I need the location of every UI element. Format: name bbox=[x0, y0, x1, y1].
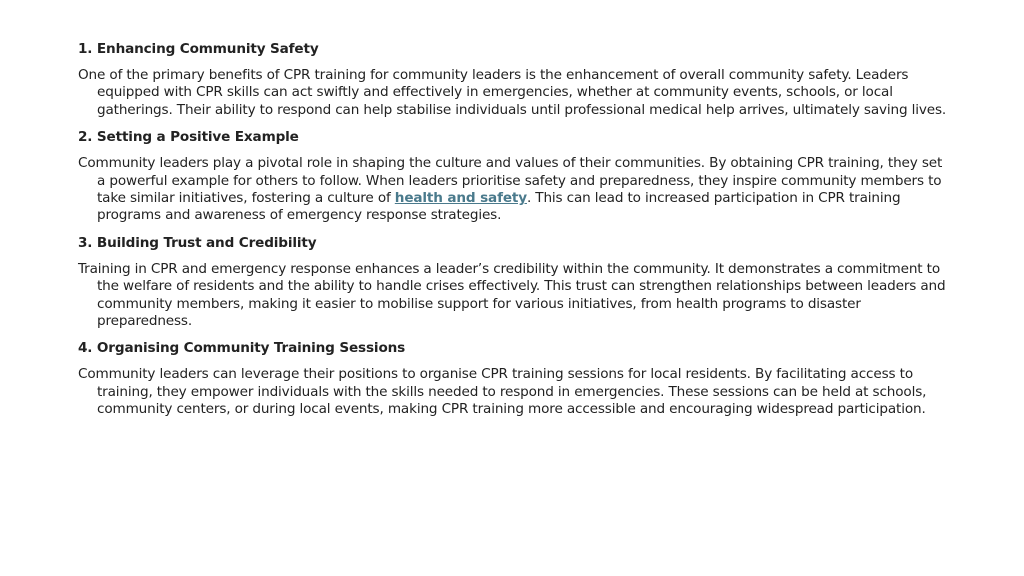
section-heading-community-safety: 1. Enhancing Community Safety bbox=[78, 41, 319, 57]
section-body-positive-example bbox=[78, 155, 954, 225]
section-heading-positive-example: 2. Setting a Positive Example bbox=[78, 129, 299, 146]
health-and-safety-link[interactable]: health and safety bbox=[394, 190, 527, 207]
body-text-before-link: Community leaders play a pivotal role in shaping the culture and values of their communities. By obtaining CPR training, they set a powerful example for others to follow. When leaders prioritise safety and preparedness, they inspire community members to take similar initiatives, fostering a culture of bbox=[78, 155, 943, 207]
section-heading-trust-credibility: 3. Building Trust and Credibility bbox=[78, 234, 317, 251]
section-body-training-sessions: Community leaders can leverage their positions to organise CPR training sessions for local residents. By facilitating access to training, they empower individuals with the skills needed to respond in emergencies. These sessions can be held at schools, community centers, or during local events, making CPR training more accessible and encouraging widespread participation. bbox=[78, 366, 927, 418]
body-text-after-link: . This can lead to increased participation in CPR training programs and awareness of emergency response strategies. bbox=[97, 190, 901, 224]
section-body-community-safety: One of the primary benefits of CPR training for community leaders is the enhancement of overall community safety. Leaders equipped with CPR skills can act swiftly and effectively in emergencies, whether at community events, schools, or local gatherings. Their ability to respond can help stabilise individuals until professional medical help arrives, ultimately saving lives. bbox=[78, 67, 947, 118]
section-body-trust-credibility: Training in CPR and emergency response enhances a leader’s credibility within the community. It demonstrates a commitment to the welfare of residents and the ability to handle crises effectively. This trust can strengthen relationships between leaders and community members, making it easier to mobilise support for various initiatives, from health programs to disaster preparedness. bbox=[78, 260, 946, 330]
section-heading-training-sessions: 4. Organising Community Training Sessions bbox=[78, 340, 406, 357]
